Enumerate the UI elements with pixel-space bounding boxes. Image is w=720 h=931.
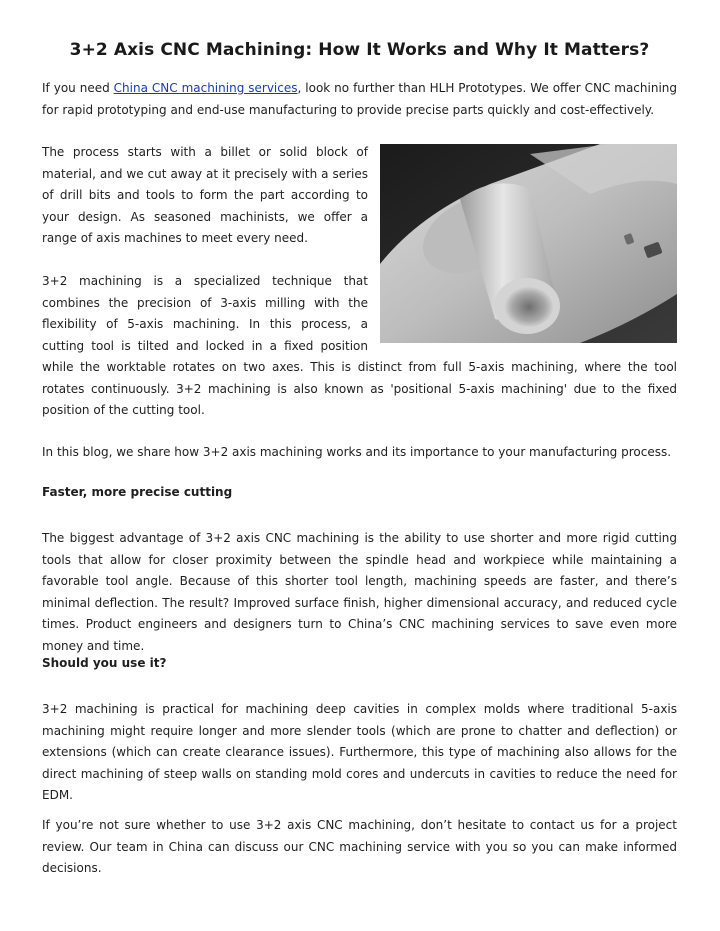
section-heading-faster: Faster, more precise cutting — [42, 485, 233, 499]
definition-paragraph: 3+2 machining is a specialized technique that combines the precision of 3-axis milling with the flexibility of 5-axis machining. In this process, a cutting tool is tilted and locked in a fixed position while the worktable rotates on two axes. This is distinct from full 5-axis machining, where the tool rotates continuously. 3+2 machining is also known as 'positional 5-axis machining' due to the fixed position of the cutting tool. — [42, 274, 677, 417]
section-heading-use: Should you use it? — [42, 656, 167, 670]
process-section — [42, 142, 677, 422]
contact-paragraph: If you’re not sure whether to use 3+2 axis CNC machining, don’t hesitate to contact us for a project review. Our team in China can discuss our CNC machining service with you so you can make informed decisions. — [42, 818, 677, 875]
intro-text-before: If you need — [42, 81, 114, 95]
intro-text-after: , look no further than HLH Prototypes. We offer CNC machining for rapid prototyping and end-use manufacturing to provide precise parts quickly and cost-effectively. — [42, 81, 678, 117]
faster-paragraph: The biggest advantage of 3+2 axis CNC machining is the ability to use shorter and more rigid cutting tools that allow for closer proximity between the spindle head and workpiece while maintaining a favorable tool angle. Because of this shorter tool length, machining speeds are faster, and there’s minimal deflection. The result? Improved surface finish, higher dimensional accuracy, and reduced cycle times. Product engineers and designers turn to China’s CNC machining services to save even more money and time. — [42, 531, 677, 653]
intro-paragraph — [42, 78, 677, 121]
machined-part-image — [380, 144, 677, 343]
page-title: 3+2 Axis CNC Machining: How It Works and Why It Matters? — [69, 40, 650, 60]
process-paragraph: The process starts with a billet or solid block of material, and we cut away at it precisely with a series of drill bits and tools to form the part according to your design. As seasoned machinists, we offer a range of axis machines to meet every need. — [42, 145, 368, 245]
use-paragraph: 3+2 machining is practical for machining deep cavities in complex molds where traditional 5-axis machining might require longer and more slender tools (which are prone to chatter and deflection) or extensions (which can create clearance issues). Furthermore, this type of machining also allows for the direct machining of steep walls on standing mold cores and undercuts in cavities to reduce the need for EDM. — [42, 702, 677, 802]
cnc-services-link[interactable]: China CNC machining services — [113, 81, 298, 95]
blog-intro-paragraph: In this blog, we share how 3+2 axis machining works and its importance to your manufacturing process. — [42, 445, 672, 459]
